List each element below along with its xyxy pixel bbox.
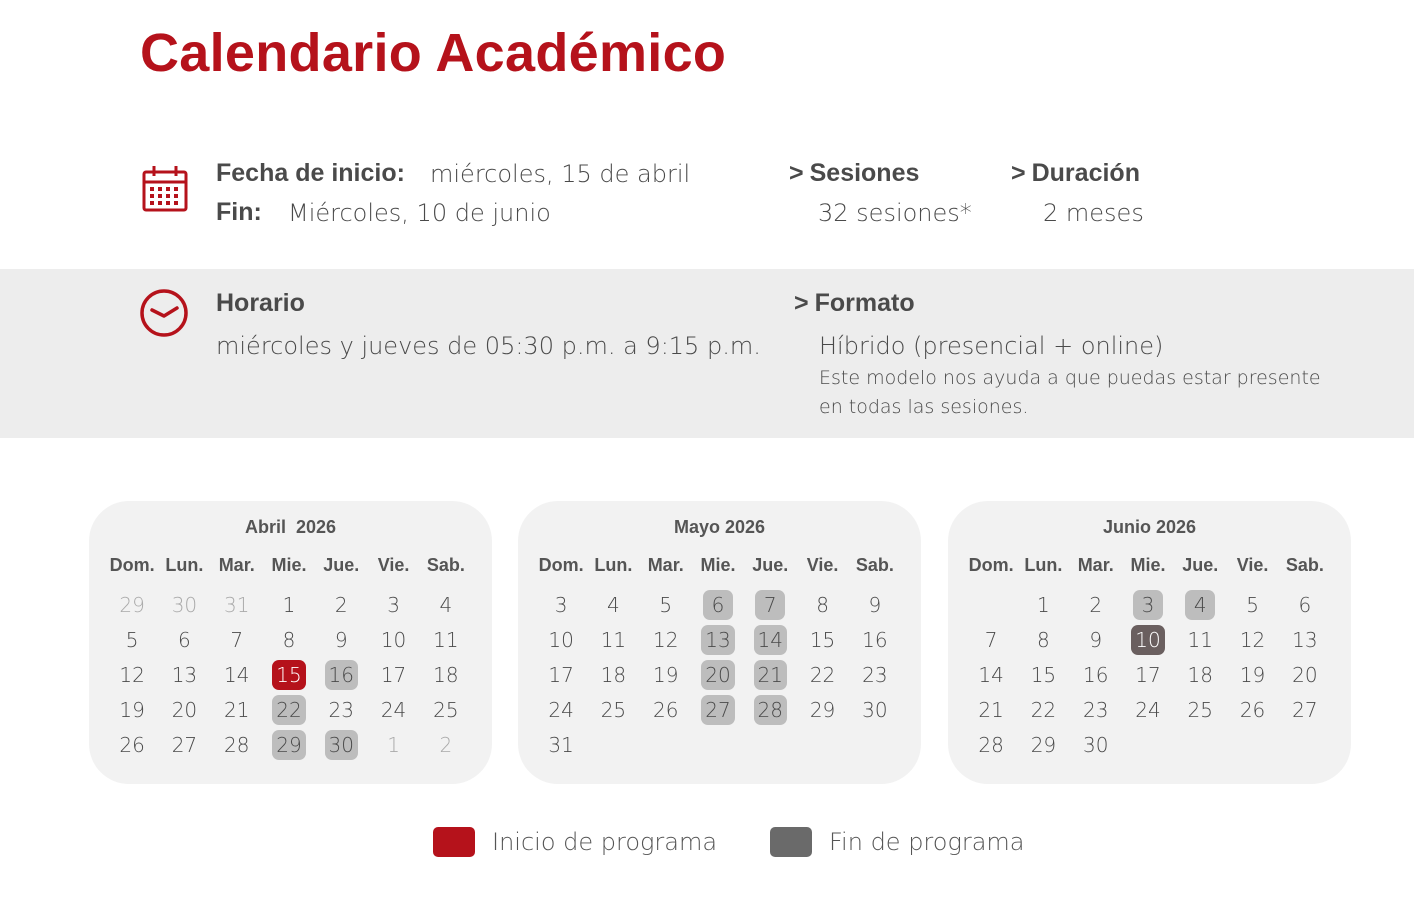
calendar-day-cell <box>692 657 744 692</box>
legend-start <box>433 826 717 858</box>
calendar-day-cell <box>587 587 639 622</box>
calendar-day-cell <box>1070 622 1122 657</box>
adjacent-month-day: 2 <box>439 732 453 757</box>
end-date-label: Fin: <box>216 198 262 226</box>
calendar-day-cell <box>1174 622 1226 657</box>
clock-icon <box>137 286 193 342</box>
calendar-day: 12 <box>119 662 145 687</box>
calendar-month-title: Abril 2026 <box>244 517 337 537</box>
calendar-day: 26 <box>1239 697 1266 722</box>
calendar-week-row <box>965 727 1331 762</box>
calendar-day: 21 <box>978 697 1004 722</box>
calendar-day: 13 <box>171 662 198 687</box>
calendar-day: 10 <box>380 627 407 652</box>
calendar-day-cell <box>849 692 901 727</box>
calendar-day-cell <box>965 727 1017 762</box>
calendar-day-cell <box>744 657 796 692</box>
calendar-day-cell <box>587 622 639 657</box>
chevron-right-icon: > <box>789 159 804 187</box>
calendar-day: 19 <box>119 697 145 722</box>
calendar-day-cell <box>692 727 744 762</box>
calendar-day-cell <box>1279 587 1331 622</box>
calendar-day: 22 <box>809 662 836 687</box>
calendar-day-cell <box>744 622 796 657</box>
calendar-day-cell <box>1017 692 1069 727</box>
calendar-day-cell <box>535 622 587 657</box>
calendar-day: 11 <box>600 627 627 652</box>
calendar-day: 27 <box>171 732 198 757</box>
calendar-day: 24 <box>1135 697 1161 722</box>
weekday-label: Sab. <box>426 555 465 575</box>
session-day: 13 <box>701 625 734 655</box>
calendar-week-row <box>535 587 901 622</box>
calendar-day-cell <box>1226 727 1278 762</box>
sessions-label-text: Sesiones <box>809 159 920 187</box>
calendar-day-cell <box>420 587 472 622</box>
calendar-day: 23 <box>1082 697 1109 722</box>
calendar-day-cell <box>1017 622 1069 657</box>
chevron-right-icon: > <box>1011 159 1026 187</box>
calendar-day: 5 <box>659 592 673 617</box>
calendar-day-cell <box>640 692 692 727</box>
calendar-day: 28 <box>223 732 250 757</box>
legend-start-label: Inicio de programa <box>492 828 718 856</box>
calendar-day-cell <box>263 622 315 657</box>
calendar-day: 24 <box>548 697 574 722</box>
calendar-week-row <box>106 692 472 727</box>
calendar-day-cell <box>420 727 472 762</box>
calendar-month-title: Junio 2026 <box>1102 517 1197 537</box>
chevron-right-icon: > <box>794 289 809 317</box>
calendar-day-cell <box>744 727 796 762</box>
start-date-value: miércoles, 15 de abril <box>430 160 691 188</box>
calendar-day-cell <box>367 727 419 762</box>
format-label-text: Formato <box>814 289 915 317</box>
weekday-label: Sab. <box>855 555 894 575</box>
calendar-day-cell <box>692 622 744 657</box>
adjacent-month-day: 30 <box>171 592 198 617</box>
calendar-day-cell <box>106 727 158 762</box>
calendar-day: 24 <box>380 697 407 722</box>
calendar-day: 9 <box>1089 627 1103 652</box>
calendar-day: 19 <box>1239 662 1266 687</box>
calendar-day-cell <box>158 657 210 692</box>
calendar-day: 26 <box>119 732 145 757</box>
calendar-day-cell <box>587 657 639 692</box>
calendar-day-cell <box>315 727 367 762</box>
calendar-day-cell <box>640 727 692 762</box>
calendar-day-cell <box>1122 692 1174 727</box>
calendar-day-cell <box>849 727 901 762</box>
format-value: Híbrido (presencial + online) <box>819 332 1164 360</box>
calendar-day-cell <box>315 587 367 622</box>
calendar-day-cell <box>1017 657 1069 692</box>
calendar-day-cell <box>965 692 1017 727</box>
calendar-grid <box>106 553 472 762</box>
duration-label-text: Duración <box>1031 159 1140 187</box>
calendar-day-cell <box>106 622 158 657</box>
session-day: 16 <box>325 660 358 690</box>
calendar-week-row <box>965 587 1331 622</box>
calendar-day-cell <box>1174 692 1226 727</box>
calendar-day: 25 <box>433 697 459 722</box>
legend-start-swatch <box>433 827 475 857</box>
calendar-day-cell <box>211 692 263 727</box>
weekday-label: Dom. <box>538 555 584 575</box>
calendar-day-cell <box>796 657 848 692</box>
calendar-day-cell <box>420 622 472 657</box>
calendar-day-cell <box>1174 657 1226 692</box>
calendar-day-cell <box>640 657 692 692</box>
calendar-day-cell <box>1070 587 1122 622</box>
calendar-day-cell <box>158 587 210 622</box>
calendar-week-row <box>106 587 472 622</box>
calendar-day-cell <box>315 657 367 692</box>
weekday-header <box>965 553 1331 587</box>
legend-end-swatch <box>770 827 812 857</box>
calendar-day-cell <box>535 727 587 762</box>
end-date-value: Miércoles, 10 de junio <box>288 199 551 227</box>
calendar-day: 15 <box>1030 662 1057 687</box>
calendar-day-cell <box>587 692 639 727</box>
calendar-day-cell <box>1122 657 1174 692</box>
calendar-day: 19 <box>652 662 679 687</box>
calendar-grid <box>965 553 1331 762</box>
session-day: 22 <box>272 695 305 725</box>
adjacent-month-day: 1 <box>387 732 400 757</box>
calendar-day-cell <box>796 692 848 727</box>
calendar-day-cell <box>1017 587 1069 622</box>
calendar-day: 18 <box>433 662 459 687</box>
calendar-day-cell <box>1279 727 1331 762</box>
calendar-day-cell <box>1122 622 1174 657</box>
calendar-day: 14 <box>223 662 250 687</box>
sessions-value: 32 sesiones* <box>818 199 972 227</box>
calendar-day-cell <box>367 692 419 727</box>
weekday-label: Mie. <box>271 555 307 575</box>
weekday-label: Jue. <box>752 555 789 575</box>
calendar-day-cell <box>640 587 692 622</box>
calendar-day-cell <box>1070 727 1122 762</box>
calendar-day: 13 <box>1292 627 1318 652</box>
session-day: 6 <box>703 590 733 620</box>
weekday-label: Lun. <box>165 555 204 575</box>
legend-end-label: Fin de programa <box>829 828 1025 856</box>
calendar-day: 8 <box>282 627 296 652</box>
start-date-label: Fecha de inicio: <box>216 159 405 187</box>
calendar-day-cell <box>535 692 587 727</box>
calendar-day-cell <box>367 587 419 622</box>
calendar-week-row <box>535 727 901 762</box>
calendar-day-cell <box>1174 587 1226 622</box>
session-day: 4 <box>1185 590 1215 620</box>
session-day: 28 <box>754 695 787 725</box>
calendar-day: 1 <box>282 592 296 617</box>
calendar-day-cell <box>1017 727 1069 762</box>
weekday-label: Vie. <box>806 555 839 575</box>
calendar-day: 10 <box>548 627 574 652</box>
calendar-day-cell <box>315 622 367 657</box>
session-day: 3 <box>1133 590 1163 620</box>
calendar-day: 20 <box>171 697 198 722</box>
page-title: Calendario Académico <box>140 23 727 83</box>
session-day: 21 <box>754 660 787 690</box>
calendar-day: 16 <box>1082 662 1109 687</box>
calendar-day-cell <box>796 622 848 657</box>
calendar-day-cell <box>1279 692 1331 727</box>
calendar-month-title: Mayo 2026 <box>673 517 766 537</box>
calendar-day-cell <box>211 587 263 622</box>
calendar-icon <box>140 163 196 219</box>
adjacent-month-day: 29 <box>119 592 145 617</box>
calendar-day: 14 <box>978 662 1004 687</box>
weekday-label: Vie. <box>377 555 410 575</box>
calendar-week-row <box>965 657 1331 692</box>
calendar-week-row <box>106 727 472 762</box>
calendar-day: 3 <box>387 592 400 617</box>
weekday-label: Mie. <box>700 555 736 575</box>
calendar-day: 4 <box>607 592 620 617</box>
legend-end <box>770 826 1025 858</box>
calendar-day-cell <box>211 657 263 692</box>
calendar-day-cell <box>106 657 158 692</box>
calendar-day: 9 <box>868 592 882 617</box>
schedule-section <box>0 269 1414 438</box>
format-note: Este modelo nos ayuda a que puedas estar presente en todas las sesiones. <box>819 367 1321 418</box>
calendar-may <box>518 501 921 784</box>
calendar-day: 17 <box>548 662 574 687</box>
calendar-day: 6 <box>178 627 191 652</box>
calendar-day: 25 <box>600 697 627 722</box>
weekday-label: Mie. <box>1130 555 1166 575</box>
session-day: 7 <box>755 590 785 620</box>
calendar-day-cell <box>263 657 315 692</box>
calendar-day-cell <box>315 692 367 727</box>
calendar-day: 21 <box>223 697 250 722</box>
session-day: 27 <box>701 695 734 725</box>
calendar-day-cell <box>965 622 1017 657</box>
calendar-day: 20 <box>1292 662 1318 687</box>
calendar-day-cell <box>587 727 639 762</box>
calendar-day: 8 <box>1037 627 1050 652</box>
calendar-day: 7 <box>230 627 244 652</box>
weekday-label: Mar. <box>218 555 255 575</box>
weekday-label: Mar. <box>1077 555 1114 575</box>
session-day: 14 <box>754 625 787 655</box>
calendar-day: 29 <box>809 697 836 722</box>
calendar-day: 23 <box>862 662 888 687</box>
calendar-day-cell <box>535 587 587 622</box>
calendar-day-cell <box>1122 727 1174 762</box>
calendar-day-cell <box>849 657 901 692</box>
weekday-label: Mar. <box>647 555 684 575</box>
calendar-day: 8 <box>816 592 829 617</box>
calendar-week-row <box>106 622 472 657</box>
calendar-grid <box>535 553 901 762</box>
calendar-day: 17 <box>380 662 407 687</box>
weekday-label: Dom. <box>109 555 155 575</box>
program-start-day: 15 <box>272 660 305 690</box>
calendar-day: 31 <box>548 732 574 757</box>
calendar-day: 28 <box>978 732 1004 757</box>
calendar-day: 26 <box>652 697 679 722</box>
calendar-week-row <box>106 657 472 692</box>
calendar-day: 15 <box>809 627 836 652</box>
calendar-april <box>89 501 492 784</box>
weekday-label: Sab. <box>1285 555 1324 575</box>
calendar-day-cell <box>849 622 901 657</box>
session-day: 30 <box>325 730 358 760</box>
calendar-day: 30 <box>1082 732 1109 757</box>
calendar-day-cell <box>965 657 1017 692</box>
weekday-label: Lun. <box>1024 555 1063 575</box>
weekday-label: Jue. <box>323 555 360 575</box>
calendar-day-cell <box>263 587 315 622</box>
calendar-day-cell <box>1226 587 1278 622</box>
calendar-day-cell <box>367 622 419 657</box>
calendar-day: 3 <box>554 592 568 617</box>
calendar-week-row <box>535 657 901 692</box>
calendar-day-cell <box>796 727 848 762</box>
calendar-day-cell <box>1070 657 1122 692</box>
calendar-day-cell <box>692 692 744 727</box>
calendar-day: 30 <box>862 697 888 722</box>
calendar-day: 1 <box>1037 592 1050 617</box>
program-dates-section <box>0 155 1414 265</box>
sessions-label <box>789 159 919 188</box>
calendar-day-cell <box>1122 587 1174 622</box>
calendar-day-cell <box>420 692 472 727</box>
calendar-day-cell <box>263 692 315 727</box>
calendar-day-cell <box>158 727 210 762</box>
calendar-day: 18 <box>1187 662 1213 687</box>
duration-label <box>1011 159 1140 188</box>
calendar-day-cell <box>1226 692 1278 727</box>
calendar-day-cell <box>640 622 692 657</box>
calendar-day: 22 <box>1030 697 1057 722</box>
calendar-day: 2 <box>334 592 348 617</box>
calendar-week-row <box>535 692 901 727</box>
format-label <box>794 289 915 318</box>
calendar-day: 5 <box>1246 592 1259 617</box>
calendar-day-cell <box>1070 692 1122 727</box>
session-day: 20 <box>701 660 734 690</box>
weekday-label: Vie. <box>1236 555 1269 575</box>
calendar-day: 25 <box>1187 697 1213 722</box>
calendar-day: 27 <box>1292 697 1318 722</box>
calendar-day-cell <box>158 692 210 727</box>
calendar-day: 5 <box>125 627 139 652</box>
calendar-day-cell <box>796 587 848 622</box>
calendar-june <box>948 501 1351 784</box>
calendar-day-cell <box>211 622 263 657</box>
calendar-day: 17 <box>1135 662 1161 687</box>
calendar-day-cell <box>1279 657 1331 692</box>
calendar-day: 7 <box>984 627 998 652</box>
calendar-day: 4 <box>439 592 453 617</box>
calendar-day-cell <box>158 622 210 657</box>
calendar-day: 18 <box>600 662 627 687</box>
calendar-day: 11 <box>433 627 459 652</box>
calendar-day-cell <box>211 727 263 762</box>
duration-value: 2 meses <box>1043 199 1144 227</box>
calendar-day-cell <box>367 657 419 692</box>
schedule-label: Horario <box>216 289 305 317</box>
calendar-week-row <box>535 622 901 657</box>
schedule-value: miércoles y jueves de 05:30 p.m. a 9:15 p.m. <box>216 332 761 360</box>
calendar-day: 2 <box>1089 592 1103 617</box>
calendar-week-row <box>965 692 1331 727</box>
weekday-header <box>535 553 901 587</box>
calendar-day-cell <box>849 587 901 622</box>
calendar-day: 12 <box>1239 627 1266 652</box>
calendar-week-row <box>965 622 1331 657</box>
calendar-day: 23 <box>328 697 354 722</box>
weekday-label: Lun. <box>594 555 633 575</box>
calendar-day-cell <box>106 692 158 727</box>
calendar-day: 12 <box>652 627 679 652</box>
calendar-day: 16 <box>862 627 888 652</box>
calendar-day-cell <box>1226 657 1278 692</box>
calendar-day: 29 <box>1030 732 1057 757</box>
session-day: 29 <box>272 730 305 760</box>
program-end-day: 10 <box>1131 625 1164 655</box>
adjacent-month-day: 31 <box>223 592 250 617</box>
calendar-day-cell <box>1279 622 1331 657</box>
calendar-day-cell <box>965 587 1017 622</box>
calendar-day-cell <box>263 727 315 762</box>
calendar-day-cell <box>420 657 472 692</box>
weekday-label: Dom. <box>968 555 1014 575</box>
calendar-day-cell <box>1226 622 1278 657</box>
calendar-day: 6 <box>1298 592 1312 617</box>
calendar-day-cell <box>744 587 796 622</box>
calendar-day-cell <box>535 657 587 692</box>
calendar-day: 11 <box>1187 627 1213 652</box>
weekday-label: Jue. <box>1182 555 1219 575</box>
calendar-day-cell <box>1174 727 1226 762</box>
calendar-day-cell <box>744 692 796 727</box>
calendar-day-cell <box>692 587 744 622</box>
calendar-day-cell <box>106 587 158 622</box>
weekday-header <box>106 553 472 587</box>
calendar-day: 9 <box>334 627 348 652</box>
